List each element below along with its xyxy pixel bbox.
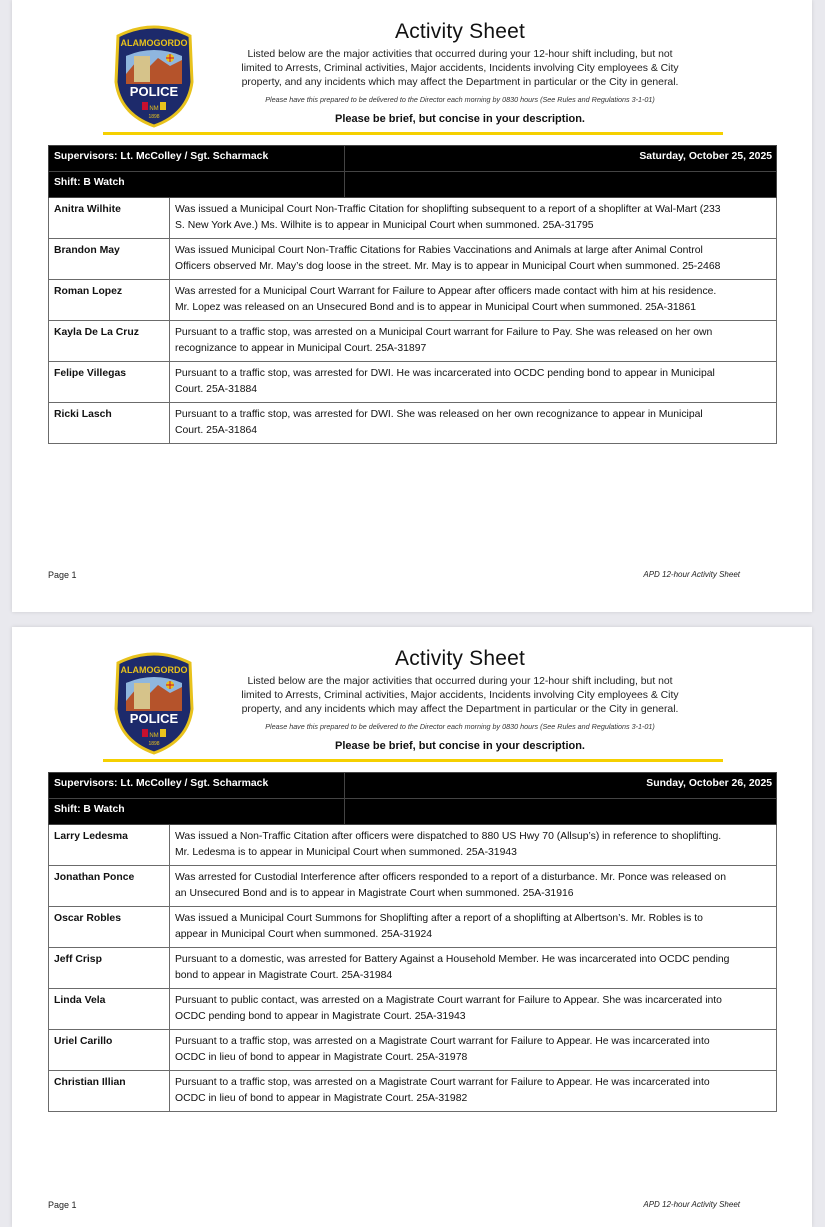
report-date: Saturday, October 25, 2025 (345, 146, 777, 172)
subject-name: Ricki Lasch (49, 403, 170, 444)
header-row-shift (49, 172, 777, 198)
svg-text:NM: NM (149, 733, 159, 739)
supervisors-label: Supervisors: Lt. McColley / Sgt. Scharmack (49, 146, 345, 172)
subject-name: Roman Lopez (49, 280, 170, 321)
subject-name: Kayla De La Cruz (49, 321, 170, 362)
table-row (49, 239, 777, 280)
header-row-supervisors (49, 773, 777, 799)
document-page-2 (12, 627, 812, 1227)
subject-name: Christian Illian (49, 1071, 170, 1112)
svg-text:1898: 1898 (148, 741, 160, 747)
police-badge-logo-icon (112, 649, 196, 755)
table-row (49, 321, 777, 362)
svg-text:ALAMOGORDO: ALAMOGORDO (120, 38, 188, 48)
page-title: Activity Sheet (394, 647, 526, 670)
supervisors-label: Supervisors: Lt. McColley / Sgt. Scharmack (49, 773, 345, 799)
table-row (49, 948, 777, 989)
report-date: Sunday, October 26, 2025 (345, 773, 777, 799)
subject-name: Anitra Wilhite (49, 198, 170, 239)
submission-note: Please have this prepared to be delivered to the Director each morning by 0830 hours (See Rules and Regulations 3-1-01) (265, 95, 655, 104)
page-title: Activity Sheet (394, 20, 526, 43)
activity-description: Pursuant to a traffic stop, was arrested on a Magistrate Court warrant for Failure to Appear. He was incarcerated into OCDC in lieu of bond to appear in Magistrate Court. 25A-31982 (170, 1071, 777, 1112)
activity-description: Pursuant to a traffic stop, was arrested on a Magistrate Court warrant for Failure to Appear. He was incarcerated into OCDC in lieu of bond to appear in Magistrate Court. 25A-31978 (170, 1030, 777, 1071)
activity-description: Was issued a Municipal Court Non-Traffic Citation for shoplifting subsequent to a report of a shoplifter at Wal-Mart (233 S. New York Ave.) Ms. Wilhite is to appear in Municipal Court when summoned. 25A-31795 (170, 198, 777, 239)
submission-note: Please have this prepared to be delivered to the Director each morning by 0830 hours (See Rules and Regulations 3-1-01) (265, 722, 655, 731)
table-row (49, 907, 777, 948)
subject-name: Jeff Crisp (49, 948, 170, 989)
activity-description: Was issued Municipal Court Non-Traffic Citations for Rabies Vaccinations and Animals at large after Animal Control Officers observed Mr. May’s dog loose in the street. Mr. May is to appear in Municipal Court when summoned. 25-2468 (170, 239, 777, 280)
page-number: Page 1 (48, 1200, 77, 1210)
table-row (49, 1030, 777, 1071)
table-row (49, 989, 777, 1030)
subject-name: Brandon May (49, 239, 170, 280)
subject-name: Linda Vela (49, 989, 170, 1030)
subject-name: Jonathan Ponce (49, 866, 170, 907)
shift-label: Shift: B Watch (49, 172, 345, 198)
svg-text:ALAMOGORDO: ALAMOGORDO (120, 665, 188, 675)
svg-text:POLICE: POLICE (129, 84, 179, 99)
activity-description: Pursuant to a traffic stop, was arrested on a Municipal Court warrant for Failure to Pay. She was released on her own recognizance to appear in Municipal Court. 25A-31897 (170, 321, 777, 362)
svg-text:POLICE: POLICE (129, 711, 179, 726)
svg-text:1898: 1898 (148, 114, 160, 120)
yellow-divider (103, 132, 723, 135)
subject-name: Felipe Villegas (49, 362, 170, 403)
activity-description: Was arrested for a Municipal Court Warrant for Failure to Appear after officers made contact with him at his residence. Mr. Lopez was released on an Unsecured Bond and is to appear in Municipal Court when summoned. 25A-31861 (170, 280, 777, 321)
svg-text:NM: NM (149, 106, 159, 112)
document-page-1 (12, 0, 812, 612)
subject-name: Uriel Carillo (49, 1030, 170, 1071)
table-row (49, 1071, 777, 1112)
activity-description: Was arrested for Custodial Interference after officers responded to a report of a disturbance. Mr. Ponce was released on an Unsecured Bond and is to appear in Magistrate Court when summoned. 25A-31916 (170, 866, 777, 907)
activity-description: Was issued a Municipal Court Summons for Shoplifting after a report of a shoplifting at Albertson’s. Mr. Robles is to appear in Municipal Court when summoned. 25A-31924 (170, 907, 777, 948)
activity-description: Pursuant to a traffic stop, was arrested for DWI. He was incarcerated into OCDC pending bond to appear in Municipal Court. 25A-31884 (170, 362, 777, 403)
table-row (49, 866, 777, 907)
footer-title: APD 12-hour Activity Sheet (643, 1200, 740, 1209)
activity-table (48, 145, 777, 444)
table-row (49, 198, 777, 239)
shift-label: Shift: B Watch (49, 799, 345, 825)
table-row (49, 403, 777, 444)
activity-description: Pursuant to public contact, was arrested on a Magistrate Court warrant for Failure to Appear. She was incarcerated into OCDC pending bond to appear in Magistrate Court. 25A-31943 (170, 989, 777, 1030)
header-row-supervisors (49, 146, 777, 172)
brief-instruction: Please be brief, but concise in your description. (334, 113, 585, 125)
table-row (49, 825, 777, 866)
activity-description: Pursuant to a traffic stop, was arrested for DWI. She was released on her own recognizance to appear in Municipal Court. 25A-31864 (170, 403, 777, 444)
brief-instruction: Please be brief, but concise in your description. (334, 740, 585, 752)
subject-name: Oscar Robles (49, 907, 170, 948)
activity-description: Pursuant to a domestic, was arrested for Battery Against a Household Member. He was incarcerated into OCDC pending bond to appear in Magistrate Court. 25A-31984 (170, 948, 777, 989)
table-row (49, 362, 777, 403)
page-number: Page 1 (48, 570, 77, 580)
header-row-shift (49, 799, 777, 825)
footer-title: APD 12-hour Activity Sheet (643, 570, 740, 579)
police-badge-logo-icon (112, 22, 196, 128)
intro-text: Listed below are the major activities that occurred during your 12-hour shift including, but not limited to Arrests, Criminal activities, Major accidents, Incidents involving City employees & City property, and any incidents which may affect the Department in particular or the City in general. (241, 49, 679, 88)
activity-description: Was issued a Non-Traffic Citation after officers were dispatched to 880 US Hwy 70 (Allsup’s) in reference to shoplifting. Mr. Ledesma is to appear in Municipal Court when summoned. 25A-31943 (170, 825, 777, 866)
intro-text: Listed below are the major activities that occurred during your 12-hour shift including, but not limited to Arrests, Criminal activities, Major accidents, Incidents involving City employees & City property, and any incidents which may affect the Department in particular or the City in general. (241, 676, 679, 715)
table-row (49, 280, 777, 321)
activity-table (48, 772, 777, 1112)
subject-name: Larry Ledesma (49, 825, 170, 866)
yellow-divider (103, 759, 723, 762)
